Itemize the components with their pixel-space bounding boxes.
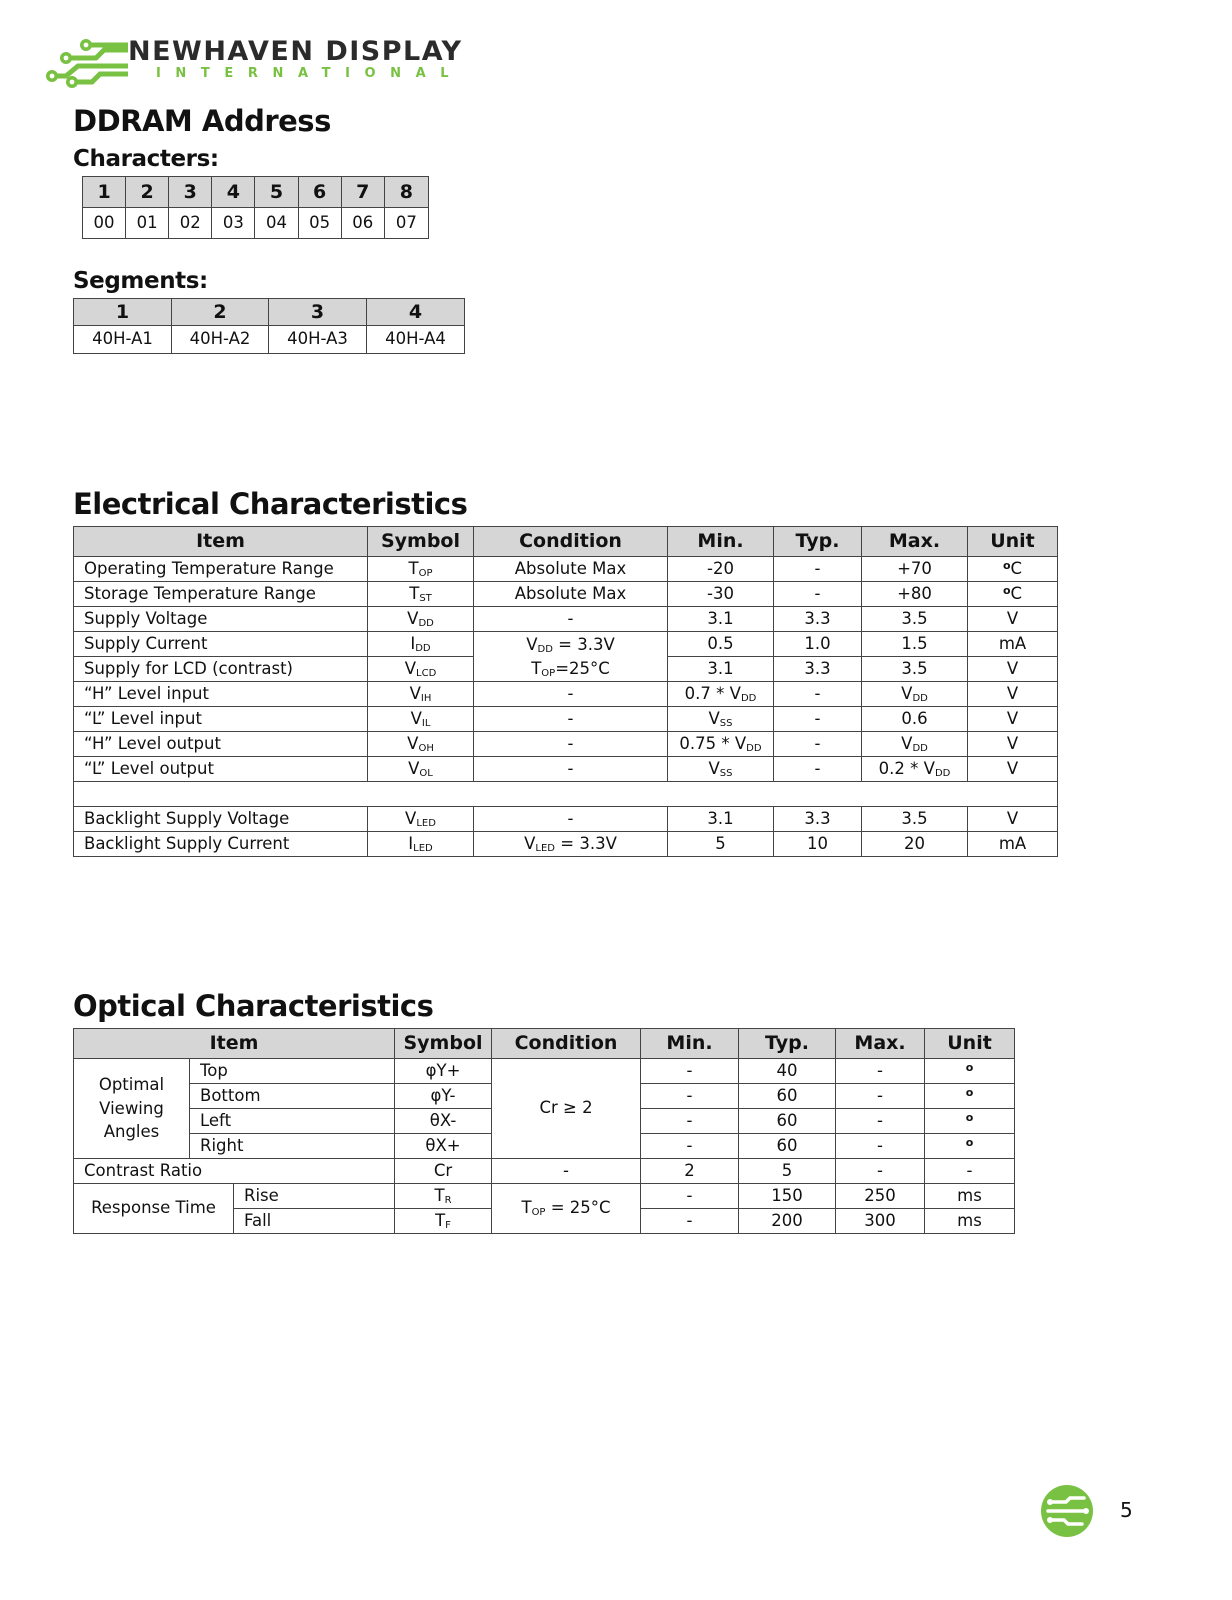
table-row (74, 832, 1058, 857)
char-header-cell: 2 (126, 177, 169, 208)
item-sub-cell: Right (190, 1134, 395, 1159)
column-header: Unit (925, 1029, 1015, 1059)
symbol-cell: Cr (395, 1159, 492, 1184)
char-address-cell: 04 (255, 208, 298, 239)
unit-cell: o (925, 1134, 1015, 1159)
min-cell: 5 (668, 832, 774, 857)
min-cell: 0.5 (668, 632, 774, 657)
table-row (74, 1059, 1015, 1084)
max-cell: $V_{DD}$ (862, 732, 968, 757)
item-sub-cell: Left (190, 1109, 395, 1134)
footer-logo-icon (1040, 1484, 1094, 1538)
table-row (74, 582, 1058, 607)
max-cell: $V_{DD}$ (862, 682, 968, 707)
min-cell: - (641, 1109, 739, 1134)
item-cell: “H” Level output (74, 732, 368, 757)
table-row (74, 607, 1058, 632)
item-cell: Storage Temperature Range (74, 582, 368, 607)
min-cell: - (641, 1134, 739, 1159)
optical-title: Optical Characteristics (73, 989, 434, 1023)
unit-cell: - (925, 1159, 1015, 1184)
unit-cell: mA (968, 832, 1058, 857)
typ-cell: 3.3 (774, 807, 862, 832)
item-cell: Supply Current (74, 632, 368, 657)
page-number: 5 (1120, 1498, 1133, 1522)
symbol-cell: $V_{IL}$ (368, 707, 474, 732)
typ-cell: - (774, 732, 862, 757)
typ-cell: 150 (739, 1184, 836, 1209)
segment-header-cell: 4 (367, 299, 465, 326)
min-cell: -30 (668, 582, 774, 607)
unit-cell: ms (925, 1209, 1015, 1234)
condition-cell: - (474, 682, 668, 707)
segment-address-cell: 40H-A4 (367, 326, 465, 354)
unit-cell: o (925, 1059, 1015, 1084)
unit-cell: o (925, 1084, 1015, 1109)
column-header: Symbol (368, 527, 474, 557)
item-sub-cell: Fall (234, 1209, 395, 1234)
table-row (74, 1159, 1015, 1184)
table-row (74, 682, 1058, 707)
condition-cell-merged: $T_{OP} = 25^\circ C$ (492, 1184, 641, 1234)
max-cell: +70 (862, 557, 968, 582)
column-header: Min. (668, 527, 774, 557)
typ-cell: - (774, 707, 862, 732)
symbol-cell: $V_{LED}$ (368, 807, 474, 832)
min-cell: $V_{SS}$ (668, 707, 774, 732)
electrical-title: Electrical Characteristics (73, 487, 468, 521)
max-cell: - (836, 1159, 925, 1184)
max-cell: $0.2 * V_{DD}$ (862, 757, 968, 782)
char-header-cell: 8 (384, 177, 428, 208)
symbol-cell: $V_{LCD}$ (368, 657, 474, 682)
unit-cell: V (968, 682, 1058, 707)
column-header: Max. (862, 527, 968, 557)
condition-cell: Absolute Max (474, 557, 668, 582)
typ-cell: 200 (739, 1209, 836, 1234)
column-header: Condition (474, 527, 668, 557)
symbol-cell: $I_{LED}$ (368, 832, 474, 857)
column-header: Unit (968, 527, 1058, 557)
item-cell: Supply for LCD (contrast) (74, 657, 368, 682)
max-cell: 250 (836, 1184, 925, 1209)
characters-table (82, 176, 429, 239)
viewing-angles-group-cell: Optimal Viewing Angles (74, 1059, 190, 1159)
table-row (74, 807, 1058, 832)
logo-subtitle: INTERNATIONAL (156, 66, 464, 81)
char-address-cell: 01 (126, 208, 169, 239)
char-header-cell: 7 (341, 177, 384, 208)
char-address-cell: 05 (298, 208, 341, 239)
max-cell: 1.5 (862, 632, 968, 657)
unit-cell: V (968, 807, 1058, 832)
typ-cell: 60 (739, 1109, 836, 1134)
item-cell: Backlight Supply Current (74, 832, 368, 857)
min-cell: - (641, 1209, 739, 1234)
symbol-cell: θX+ (395, 1134, 492, 1159)
char-address-cell: 00 (83, 208, 126, 239)
typ-cell: 5 (739, 1159, 836, 1184)
unit-cell: V (968, 757, 1058, 782)
min-cell: - (641, 1184, 739, 1209)
company-logo (44, 36, 464, 92)
char-address-cell: 03 (212, 208, 255, 239)
symbol-cell: $T_R$ (395, 1184, 492, 1209)
response-time-group-cell: Response Time (74, 1184, 234, 1234)
min-cell: 3.1 (668, 807, 774, 832)
column-header: Item (74, 527, 368, 557)
condition-cell-merged: Cr ≥ 2 (492, 1059, 641, 1159)
unit-cell: mA (968, 632, 1058, 657)
typ-cell: - (774, 557, 862, 582)
min-cell: -20 (668, 557, 774, 582)
max-cell: 300 (836, 1209, 925, 1234)
logo-name: NEWHAVEN DISPLAY (128, 36, 463, 67)
condition-cell: - (474, 757, 668, 782)
symbol-cell: $T_{ST}$ (368, 582, 474, 607)
symbol-cell: $T_F$ (395, 1209, 492, 1234)
unit-cell: V (968, 732, 1058, 757)
typ-cell: 60 (739, 1134, 836, 1159)
column-header: Condition (492, 1029, 641, 1059)
max-cell: 20 (862, 832, 968, 857)
item-cell: Operating Temperature Range (74, 557, 368, 582)
table-row (74, 557, 1058, 582)
column-header: Min. (641, 1029, 739, 1059)
typ-cell: - (774, 682, 862, 707)
condition-cell: - (474, 732, 668, 757)
segment-header-cell: 3 (269, 299, 367, 326)
max-cell: - (836, 1084, 925, 1109)
max-cell: 3.5 (862, 807, 968, 832)
electrical-table (73, 526, 1058, 857)
condition-cell: - (492, 1159, 641, 1184)
typ-cell: 10 (774, 832, 862, 857)
char-address-cell: 07 (384, 208, 428, 239)
min-cell: $0.7 * V_{DD}$ (668, 682, 774, 707)
min-cell: - (641, 1084, 739, 1109)
item-cell: “H” Level input (74, 682, 368, 707)
segment-address-cell: 40H-A1 (74, 326, 172, 354)
max-cell: 0.6 (862, 707, 968, 732)
symbol-cell: $V_{OL}$ (368, 757, 474, 782)
item-cell: Contrast Ratio (74, 1159, 395, 1184)
logo-circuit-icon (44, 36, 128, 92)
unit-cell: V (968, 707, 1058, 732)
item-cell: Backlight Supply Voltage (74, 807, 368, 832)
item-cell: “L” Level output (74, 757, 368, 782)
unit-cell: V (968, 657, 1058, 682)
typ-cell: 1.0 (774, 632, 862, 657)
max-cell: 3.5 (862, 657, 968, 682)
max-cell: 3.5 (862, 607, 968, 632)
item-sub-cell: Rise (234, 1184, 395, 1209)
segment-header-cell: 2 (172, 299, 269, 326)
item-cell: Supply Voltage (74, 607, 368, 632)
typ-cell: - (774, 757, 862, 782)
max-cell: - (836, 1059, 925, 1084)
char-header-cell: 3 (169, 177, 212, 208)
min-cell: 3.1 (668, 657, 774, 682)
symbol-cell: φY+ (395, 1059, 492, 1084)
segments-label: Segments: (73, 268, 208, 294)
char-address-cell: 06 (341, 208, 384, 239)
column-header: Item (74, 1029, 395, 1059)
unit-cell: $^o$C (968, 582, 1058, 607)
unit-cell: ms (925, 1184, 1015, 1209)
ddram-title: DDRAM Address (73, 104, 331, 138)
char-header-cell: 6 (298, 177, 341, 208)
segment-address-cell: 40H-A2 (172, 326, 269, 354)
table-row (74, 707, 1058, 732)
spacer-row (74, 782, 1058, 807)
min-cell: $0.75 * V_{DD}$ (668, 732, 774, 757)
symbol-cell: θX- (395, 1109, 492, 1134)
table-row (74, 732, 1058, 757)
typ-cell: 40 (739, 1059, 836, 1084)
symbol-cell: $T_{OP}$ (368, 557, 474, 582)
condition-cell: Absolute Max (474, 582, 668, 607)
segments-table (73, 298, 465, 354)
char-address-cell: 02 (169, 208, 212, 239)
item-sub-cell: Top (190, 1059, 395, 1084)
max-cell: +80 (862, 582, 968, 607)
symbol-cell: φY- (395, 1084, 492, 1109)
column-header: Max. (836, 1029, 925, 1059)
condition-cell: - (474, 707, 668, 732)
spacer-cell (74, 782, 1058, 807)
unit-cell: $^o$C (968, 557, 1058, 582)
min-cell: - (641, 1059, 739, 1084)
typ-cell: 60 (739, 1084, 836, 1109)
table-row (74, 757, 1058, 782)
condition-cell: $V_{LED} = 3.3V$ (474, 832, 668, 857)
characters-label: Characters: (73, 146, 219, 172)
column-header: Symbol (395, 1029, 492, 1059)
item-cell: “L” Level input (74, 707, 368, 732)
min-cell: $V_{SS}$ (668, 757, 774, 782)
typ-cell: 3.3 (774, 607, 862, 632)
condition-cell: - (474, 607, 668, 632)
symbol-cell: $V_{DD}$ (368, 607, 474, 632)
table-row (74, 1184, 1015, 1209)
segment-address-cell: 40H-A3 (269, 326, 367, 354)
min-cell: 3.1 (668, 607, 774, 632)
optical-table (73, 1028, 1015, 1234)
symbol-cell: $V_{IH}$ (368, 682, 474, 707)
condition-cell: - (474, 807, 668, 832)
table-row (74, 632, 1058, 657)
min-cell: 2 (641, 1159, 739, 1184)
max-cell: - (836, 1134, 925, 1159)
unit-cell: o (925, 1109, 1015, 1134)
typ-cell: 3.3 (774, 657, 862, 682)
condition-cell-merged: $V_{DD} = 3.3V$ $T_{OP}=25^\circ C$ (474, 632, 668, 682)
unit-cell: V (968, 607, 1058, 632)
symbol-cell: $I_{DD}$ (368, 632, 474, 657)
char-header-cell: 5 (255, 177, 298, 208)
segment-header-cell: 1 (74, 299, 172, 326)
item-sub-cell: Bottom (190, 1084, 395, 1109)
max-cell: - (836, 1109, 925, 1134)
column-header: Typ. (774, 527, 862, 557)
char-header-cell: 1 (83, 177, 126, 208)
column-header: Typ. (739, 1029, 836, 1059)
symbol-cell: $V_{OH}$ (368, 732, 474, 757)
char-header-cell: 4 (212, 177, 255, 208)
typ-cell: - (774, 582, 862, 607)
